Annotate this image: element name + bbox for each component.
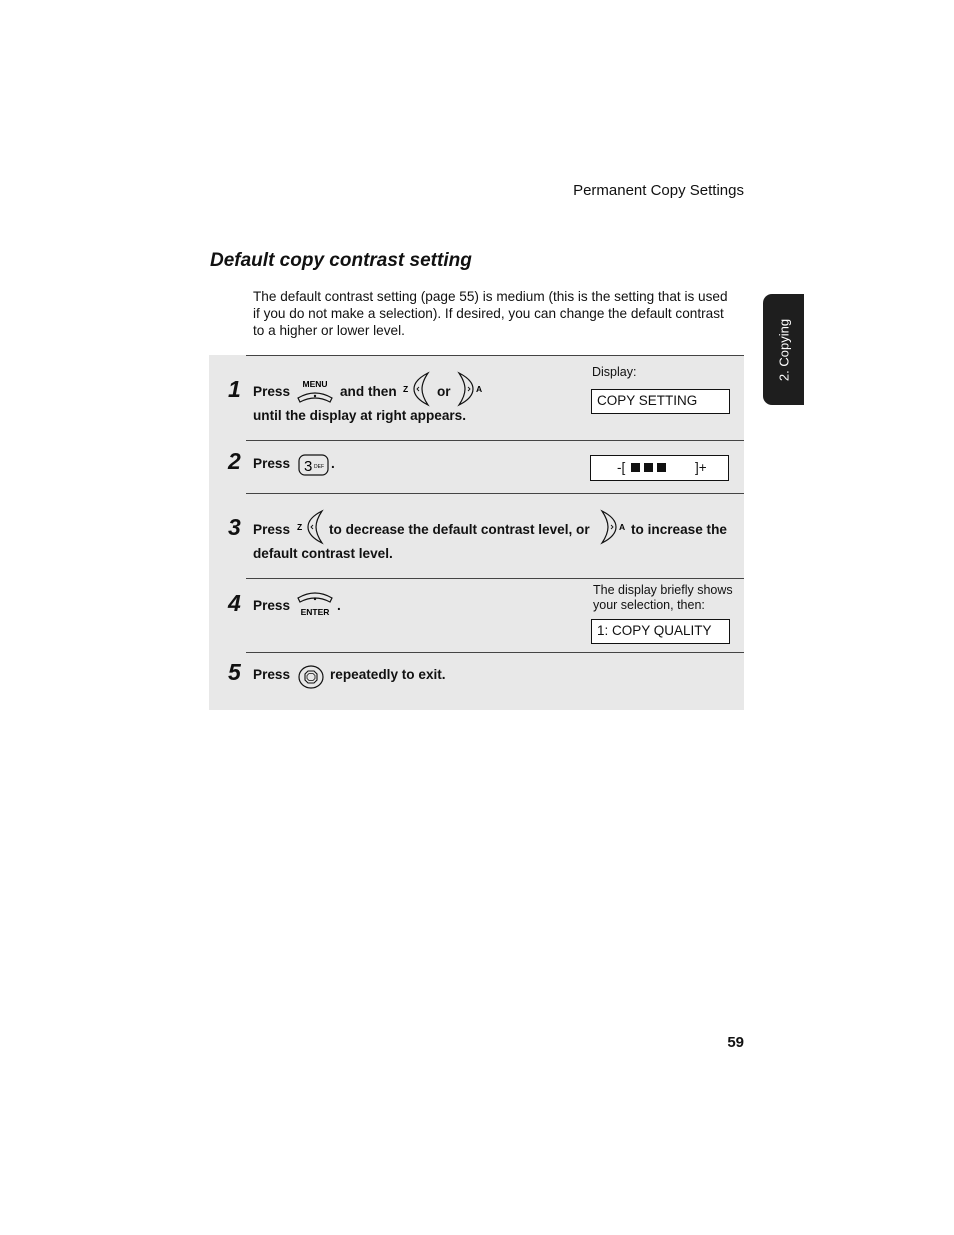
page-number: 59: [727, 1034, 744, 1051]
three-key-digit: 3: [304, 458, 313, 475]
step-number: 2: [228, 448, 241, 474]
intro-paragraph: The default contrast setting (page 55) is medium (this is the setting that is used if you do not make a selection). If desired, you can change the default contrast to a higher or lower level.: [253, 289, 728, 338]
chapter-tab: [763, 294, 804, 405]
step-1-or: or: [437, 384, 451, 399]
menu-key-icon: [296, 378, 334, 406]
section-title: Default copy contrast setting: [210, 250, 472, 271]
contrast-level-square: [657, 463, 666, 472]
step-3-press: Press: [253, 522, 291, 537]
divider: [246, 493, 744, 494]
step-number: 5: [228, 659, 241, 685]
display-label: Display:: [592, 365, 637, 379]
divider: [246, 440, 744, 441]
divider: [246, 652, 744, 653]
chapter-tab-label: 2. Copying: [776, 318, 791, 381]
three-key-letters: DEF: [314, 464, 324, 470]
left-key-letter: Z: [403, 384, 409, 394]
lcd-display: COPY SETTING: [591, 389, 730, 414]
stop-key-icon: [297, 664, 325, 690]
contrast-lcd-display: [590, 455, 729, 481]
step-3-line2: default contrast level.: [253, 546, 393, 561]
step-3-middle: to decrease the default contrast level, or: [329, 522, 590, 537]
right-arrow-key-icon: [598, 508, 628, 546]
right-arrow-key-icon: [455, 370, 485, 408]
three-key-icon: [298, 453, 330, 477]
enter-key-label: ENTER: [300, 607, 330, 617]
divider: [246, 578, 744, 579]
divider: [246, 355, 744, 356]
left-arrow-key-icon: [402, 370, 432, 408]
right-key-letter: A: [619, 522, 626, 532]
step-2-period: .: [331, 456, 335, 471]
contrast-level-bar: [629, 456, 668, 478]
step-number: 1: [228, 376, 241, 402]
step-2-press: Press: [253, 456, 291, 471]
display-note: The display briefly shows your selection, then:: [593, 583, 733, 612]
step-5-press: Press: [253, 667, 291, 682]
step-number: 3: [228, 514, 241, 540]
contrast-level-square: [631, 463, 640, 472]
step-4-period: .: [337, 598, 341, 613]
left-arrow-key-icon: [296, 508, 326, 546]
step-5-tail: repeatedly to exit.: [330, 667, 446, 682]
left-key-letter: Z: [297, 522, 303, 532]
step-1-press: Press: [253, 384, 291, 399]
step-1-and-then: and then: [340, 384, 397, 399]
step-number: 4: [228, 590, 241, 616]
contrast-level-square: [644, 463, 653, 472]
enter-key-icon: [296, 590, 334, 618]
lcd-display: 1: COPY QUALITY: [591, 619, 730, 644]
step-4-press: Press: [253, 598, 291, 613]
step-1-line2: until the display at right appears.: [253, 408, 467, 423]
contrast-plus: ]+: [695, 460, 707, 475]
running-header: Permanent Copy Settings: [573, 182, 744, 199]
step-3-end: to increase the: [631, 522, 727, 537]
contrast-minus: -[: [617, 460, 626, 475]
right-key-letter: A: [476, 384, 483, 394]
menu-key-label: MENU: [302, 379, 328, 389]
